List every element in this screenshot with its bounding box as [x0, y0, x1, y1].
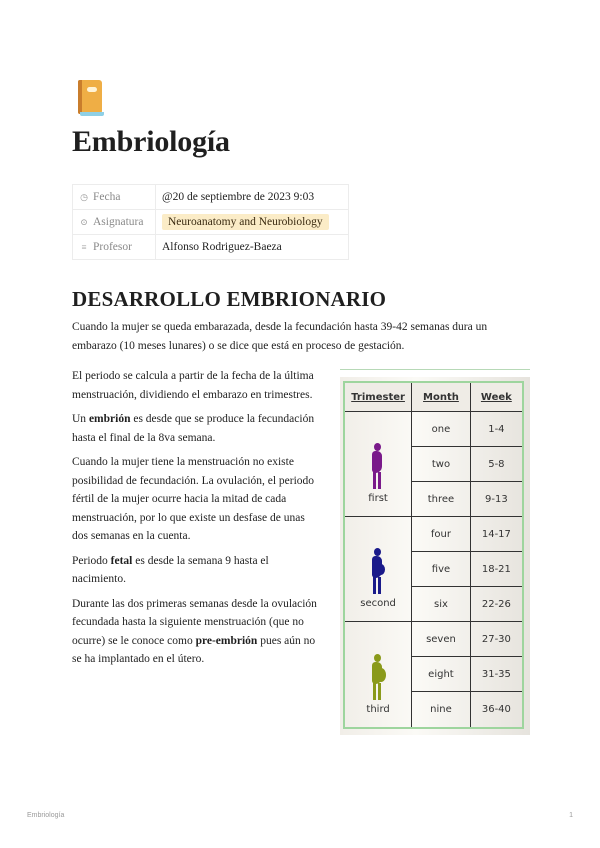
table-row: three 9-13: [344, 482, 523, 517]
page-footer: [27, 812, 573, 819]
paragraph-ovulation: Cuando la mujer tiene la menstruación no existe posibilidad de fecundación. La ovulación, el periodo fértil de la mujer ocurre hacia la mitad de cada menstruación, por lo que existe un desfase de unas dos semanas en la cuenta.: [72, 456, 315, 542]
paragraph-pre-embryo: Durante las dos primeras semanas desde la ovulación fecundada hasta la siguiente menstruación (que no ocurre) se le conoce como pre-embrión pues aún no se ha implantado en el útero.: [72, 597, 317, 665]
properties-table: [72, 184, 349, 260]
trimester-cell-first: first: [344, 412, 412, 517]
table-row: first one 1-4: [344, 412, 523, 447]
header-month: Month: [412, 382, 471, 412]
subject-tag[interactable]: Neuroanatomy and Neurobiology: [162, 214, 329, 230]
document-page: [72, 78, 528, 716]
bold-term: pre-embrión: [195, 634, 258, 647]
property-label: Asignatura: [93, 216, 144, 228]
clock-icon: ◷: [80, 192, 88, 202]
table-row: second four 14-17: [344, 517, 523, 552]
intro-paragraph: Cuando la mujer se queda embarazada, desde la fecundación hasta 39-42 semanas dura un embarazo (10 meses lunares) o se dice que está en proceso de gestación.: [72, 321, 488, 352]
property-value-date[interactable]: @20 de septiembre de 2023 9:03: [156, 185, 349, 210]
book-icon: [72, 78, 106, 118]
table-row: six 22-26: [344, 587, 523, 622]
trimester-cell-third: third: [344, 622, 412, 728]
trimester-cell-second: second: [344, 517, 412, 622]
bold-term: fetal: [110, 554, 133, 567]
table-row: two 5-8: [344, 447, 523, 482]
property-row-asignatura: [73, 210, 349, 235]
section-heading: DESARROLLO EMBRIONARIO: [72, 287, 387, 311]
table-header-row: [344, 382, 523, 412]
pregnant-woman-icon: [367, 654, 389, 702]
table-row: nine 36-40: [344, 692, 523, 728]
page-title: Embriología: [72, 125, 230, 158]
content-columns: [72, 367, 528, 716]
table-row: third seven 27-30: [344, 622, 523, 657]
divider: [340, 369, 530, 370]
header-trimester: Trimester: [344, 382, 412, 412]
header-week: Week: [470, 382, 523, 412]
property-label: Fecha: [93, 191, 121, 203]
pregnant-woman-icon: [367, 548, 389, 596]
paragraph-period: El periodo se calcula a partir de la fecha de la última menstruación, dividiendo el embarazo en trimestres.: [72, 370, 314, 401]
paragraph-fetal: Periodo fetal es desde la semana 9 hasta el nacimiento.: [72, 554, 269, 585]
pregnant-woman-icon: [367, 443, 389, 491]
trimester-figure: [340, 377, 530, 735]
text-column: [72, 367, 317, 669]
select-icon: ⊙: [80, 217, 88, 227]
table-row: eight 31-35: [344, 657, 523, 692]
property-label: Profesor: [93, 241, 132, 253]
table-row: five 18-21: [344, 552, 523, 587]
property-row-fecha: [73, 185, 349, 210]
text-lines-icon: ≡: [81, 242, 87, 252]
page-number: 1: [569, 812, 573, 819]
property-value-professor[interactable]: Alfonso Rodriguez-Baeza: [156, 235, 349, 260]
trimester-table: [343, 381, 524, 729]
footer-title: Embriología: [27, 812, 65, 819]
bold-term: embrión: [88, 413, 131, 425]
property-row-profesor: [73, 235, 349, 260]
paragraph-embryo: Un embrión es desde que se produce la fecundación hasta el final de la 8va semana.: [72, 413, 315, 444]
